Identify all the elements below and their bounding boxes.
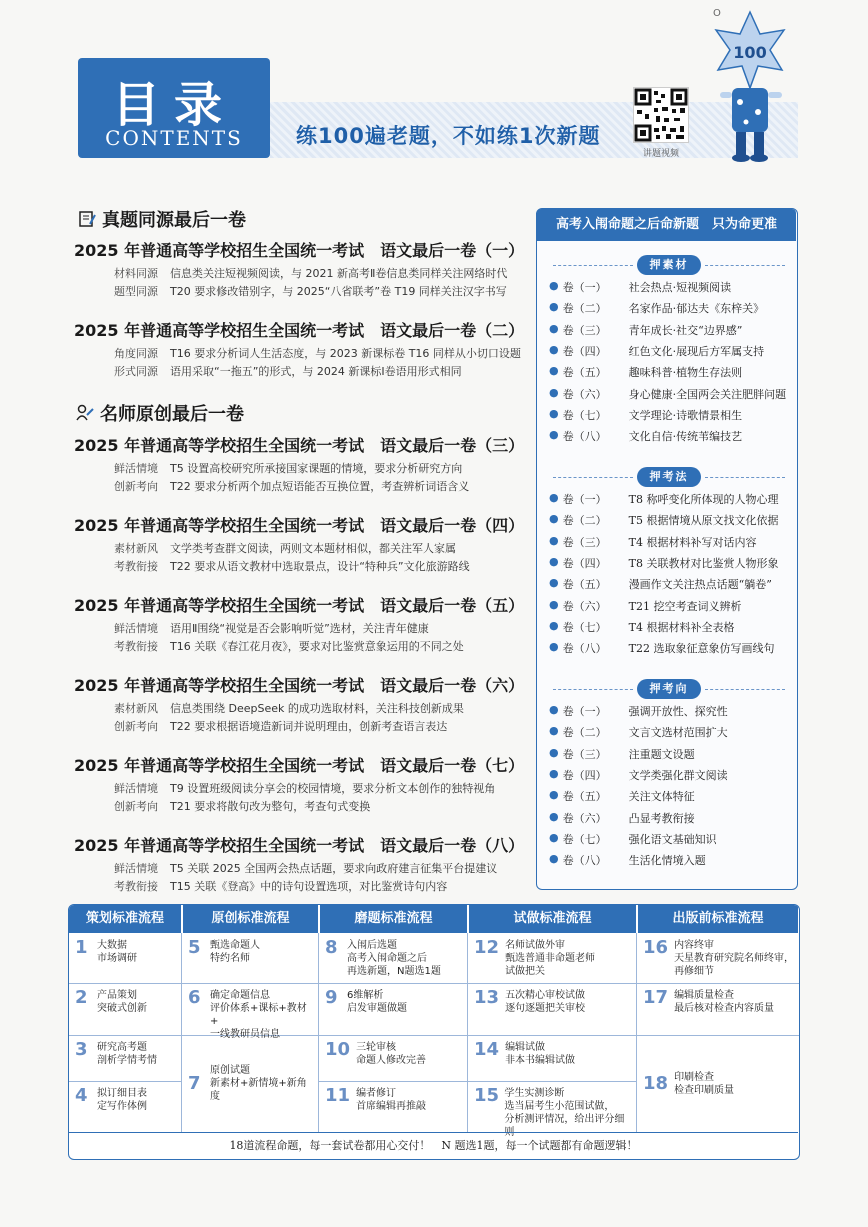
item-text: 注重题文设题 <box>628 747 695 761</box>
page-title: 目录 <box>111 77 236 133</box>
row-label: 题型同源 <box>114 285 158 298</box>
row-text: 语用Ⅱ围绕“视觉是否会影响听觉”选材，关注青年健康 <box>170 622 429 635</box>
row-label: 鲜活情境 <box>114 782 158 795</box>
step-number: 9 <box>325 987 338 1008</box>
step-number: 4 <box>75 1085 88 1106</box>
row-text: 文学类考查群文阅读，两则文本题材相似，都关注军人家属 <box>170 542 456 555</box>
volume-label: 卷（四） <box>562 344 607 358</box>
mascot-label: 100 <box>733 43 767 62</box>
flow-step <box>182 983 319 1040</box>
row-text: T15 关联《登高》中的诗句设置选项，对比鉴赏诗句内容 <box>170 880 448 893</box>
prediction-item <box>549 619 734 635</box>
prediction-item <box>549 279 731 295</box>
prediction-item <box>549 640 774 656</box>
volume-label: 卷（一） <box>562 705 607 718</box>
row-label: 材料同源 <box>114 267 158 280</box>
volume-label: 卷（三） <box>562 747 607 761</box>
step-number: 1 <box>75 937 88 958</box>
flow-step <box>319 983 468 1035</box>
exam-title: 2025 年普通高等学校招生全国统一考试 语文最后一卷（三） <box>74 436 525 455</box>
prediction-item <box>549 576 772 592</box>
bullet-icon: ● <box>549 724 559 738</box>
item-text: 趣味科普·植物生存法则 <box>628 366 743 380</box>
exam-entry[interactable] <box>74 593 524 656</box>
row-label: 素材新风 <box>114 702 158 715</box>
flow-step <box>182 1035 319 1132</box>
item-text: 文言文选材范围扩大 <box>628 726 728 740</box>
prediction-item <box>549 512 778 528</box>
flow-header: 策划标准流程 <box>69 905 181 933</box>
exam-title: 2025 年普通高等学校招生全国统一考试 语文最后一卷（八） <box>74 836 525 855</box>
tag-methods: 押考法 <box>637 467 701 487</box>
volume-label: 卷（五） <box>562 366 607 380</box>
page-mark: O <box>713 8 721 19</box>
bullet-icon: ● <box>549 406 559 420</box>
item-text: 身心健康·全国两会关注肥胖问题 <box>628 387 787 401</box>
step-number: 12 <box>474 937 500 958</box>
flow-step <box>319 1035 468 1081</box>
bullet-icon: ● <box>549 597 559 611</box>
bullet-icon: ● <box>549 321 559 335</box>
item-text: 文学理论·诗歌情景相生 <box>628 408 743 422</box>
row-label: 鲜活情境 <box>114 622 158 635</box>
row-text: T5 关联 2025 全国两会热点话题，要求向政府建言征集平台提建议 <box>170 862 498 875</box>
bullet-icon: ● <box>549 428 559 442</box>
row-text: 信息类围绕 DeepSeek 的成功选取材料，关注科技创新成果 <box>170 702 464 715</box>
flow-step <box>69 983 182 1035</box>
flow-step <box>468 1081 637 1138</box>
row-label: 鲜活情境 <box>114 462 158 475</box>
item-text: T21 挖空考查词义辨析 <box>628 599 742 613</box>
bullet-icon: ● <box>549 745 559 759</box>
flow-header: 原创标准流程 <box>182 905 318 933</box>
step-number: 18 <box>643 1072 669 1094</box>
section-title-2 <box>76 400 244 426</box>
row-label: 鲜活情境 <box>114 862 158 875</box>
item-text: T22 选取象征意象仿写画线句 <box>628 642 775 656</box>
row-text: T16 要求分析词人生活态度，与 2023 新课标卷 T16 同样从小切口设题 <box>170 347 521 360</box>
item-text: 强化语文基础知识 <box>628 832 717 846</box>
bullet-icon: ● <box>549 385 559 399</box>
tag-directions: 押考向 <box>637 679 701 699</box>
prediction-item <box>549 386 786 402</box>
exam-entry[interactable] <box>74 673 524 736</box>
bullet-icon: ● <box>549 576 559 590</box>
step-text: 三轮审核 命题人修改完善 <box>356 1042 427 1066</box>
bullet-icon: ● <box>549 533 559 547</box>
item-text: 生活化情境入题 <box>628 854 706 868</box>
row-text: T22 要求根据语境造新词并说明理由，创新考查语言表达 <box>170 720 448 733</box>
row-text: T22 要求从语文教材中选取景点，设计“特种兵”文化旅游路线 <box>170 560 470 573</box>
item-text: 名家作品·郁达夫《东梓关》 <box>628 302 765 316</box>
row-label: 考教衔接 <box>114 560 158 573</box>
step-number: 17 <box>643 987 669 1008</box>
row-text: T21 要求将散句改为整句，考查句式变换 <box>170 800 371 813</box>
step-number: 8 <box>325 937 338 958</box>
volume-label: 卷（八） <box>562 854 607 868</box>
exam-title: 2025 年普通高等学校招生全国统一考试 语文最后一卷（二） <box>74 321 525 340</box>
volume-label: 卷（一） <box>562 493 607 506</box>
prediction-item <box>549 322 742 338</box>
volume-label: 卷（三） <box>562 323 607 337</box>
volume-label: 卷（八） <box>562 642 607 656</box>
step-number: 13 <box>474 987 500 1008</box>
exam-title: 2025 年普通高等学校招生全国统一考试 语文最后一卷（六） <box>74 676 525 695</box>
flow-step <box>637 983 800 1035</box>
bullet-icon: ● <box>549 640 559 654</box>
item-text: 红色文化·展现后方军属支持 <box>628 344 765 358</box>
exam-entry[interactable] <box>74 833 524 896</box>
item-text: T8 关联教材对比鉴赏人物形象 <box>628 556 779 570</box>
item-text: 社会热点·短视频阅读 <box>628 281 732 294</box>
volume-label: 卷（二） <box>562 302 607 316</box>
row-text: 信息类关注短视频阅读，与 2021 新高考Ⅱ卷信息类同样关注网络时代 <box>170 267 508 280</box>
step-text: 产品策划 突破式创新 <box>97 990 147 1014</box>
bullet-icon: ● <box>549 766 559 780</box>
row-label: 创新考向 <box>114 480 158 493</box>
prediction-panel <box>536 208 798 890</box>
step-number: 10 <box>325 1039 351 1060</box>
row-text: T5 设置高校研究所承接国家课题的情境，要求分析研究方向 <box>170 462 463 475</box>
flow-step <box>468 933 637 983</box>
volume-label: 卷（四） <box>562 768 607 782</box>
volume-label: 卷（二） <box>562 514 607 528</box>
step-text: 编者修订 首席编辑再推敲 <box>356 1088 427 1112</box>
row-label: 素材新风 <box>114 542 158 555</box>
volume-label: 卷（六） <box>562 811 607 825</box>
section-title-1 <box>78 206 246 232</box>
flow-header: 磨题标准流程 <box>319 905 467 933</box>
prediction-item <box>549 831 717 847</box>
prediction-item <box>549 491 778 507</box>
item-text: 关注文体特征 <box>628 790 695 804</box>
row-text: T9 设置班级阅读分享会的校园情境，要求分析文本创作的独特视角 <box>170 782 496 795</box>
item-text: 漫画作文关注热点话题“躺卷” <box>628 578 772 592</box>
flow-step <box>468 983 637 1035</box>
flow-step <box>69 1035 182 1081</box>
prediction-item <box>549 767 728 783</box>
step-text: 名师试做外审 甄选普通非命题老师 试做把关 <box>505 940 596 977</box>
flow-header: 出版前标准流程 <box>637 905 798 933</box>
exam-entry[interactable] <box>74 318 524 381</box>
flow-step <box>637 933 800 983</box>
bullet-icon: ● <box>549 300 559 314</box>
step-text: 入闱后选题 高考入闱命题之后 再选新题，N题选1题 <box>347 940 441 977</box>
flow-footer: 18道流程命题，每一套试卷都用心交付！ N 题选1题，每一个试题都有命题逻辑！ <box>69 1132 798 1158</box>
step-text: 原创试题 新素材+新情境+新角度 <box>210 1065 307 1102</box>
volume-label: 卷（六） <box>562 599 607 613</box>
item-text: T4 根据材料补写对话内容 <box>628 535 757 549</box>
item-text: T8 称呼变化所体现的人物心理 <box>628 493 779 506</box>
item-text: 凸显考教衔接 <box>628 811 695 825</box>
step-text: 6维解析 启发审题做题 <box>347 990 407 1014</box>
slogan: 练100遍老题，不如练1次新题 <box>296 124 601 148</box>
pencil-note-icon <box>78 210 96 228</box>
step-text: 确定命题信息 评价体系+课标+教材+ 一线教研员信息 <box>210 990 307 1040</box>
bullet-icon: ● <box>549 809 559 823</box>
volume-label: 卷（八） <box>562 430 607 444</box>
bullet-icon: ● <box>549 618 559 632</box>
flow-step <box>319 933 468 983</box>
step-text: 大数据 市场调研 <box>97 940 137 964</box>
step-text: 研究高考题 剖析学情考情 <box>97 1042 157 1066</box>
step-number: 5 <box>188 937 201 958</box>
prediction-item <box>549 852 706 868</box>
step-text: 甄选命题人 特约名师 <box>210 940 260 964</box>
prediction-item <box>549 788 695 804</box>
step-number: 16 <box>643 937 669 958</box>
step-number: 14 <box>474 1039 500 1060</box>
bullet-icon: ● <box>549 491 559 504</box>
qr-label: 讲题视频 <box>642 149 679 159</box>
row-text: T20 要求修改错别字，与 2025“八省联考”卷 T19 同样关注汉字书写 <box>170 285 507 298</box>
volume-label: 卷（七） <box>562 832 607 846</box>
flow-step <box>468 1035 637 1081</box>
prediction-item <box>549 724 728 740</box>
prediction-item <box>549 746 695 762</box>
flow-step <box>319 1081 468 1132</box>
row-label: 考教衔接 <box>114 640 158 653</box>
bullet-icon: ● <box>549 554 559 568</box>
volume-label: 卷（一） <box>562 281 607 294</box>
step-number: 15 <box>474 1085 500 1106</box>
item-text: 强调开放性、探究性 <box>628 705 728 718</box>
prediction-item <box>549 300 764 316</box>
step-number: 3 <box>75 1039 88 1060</box>
qr-code-icon[interactable] <box>633 87 689 143</box>
volume-label: 卷（七） <box>562 620 607 634</box>
item-text: 青年成长·社交“边界感” <box>628 323 743 337</box>
exam-title: 2025 年普通高等学校招生全国统一考试 语文最后一卷（五） <box>74 596 525 615</box>
exam-title: 2025 年普通高等学校招生全国统一考试 语文最后一卷（一） <box>74 241 525 260</box>
prediction-item <box>549 428 742 444</box>
prediction-item <box>549 534 756 550</box>
row-label: 创新考向 <box>114 800 158 813</box>
row-label: 创新考向 <box>114 720 158 733</box>
exam-entry[interactable] <box>74 753 524 816</box>
tag-materials: 押素材 <box>637 255 701 275</box>
step-text: 编辑试做 非本书编辑试做 <box>505 1042 576 1066</box>
section-title-text: 真题同源最后一卷 <box>102 210 246 231</box>
row-label: 角度同源 <box>114 347 158 360</box>
bullet-icon: ● <box>549 364 559 378</box>
teacher-icon <box>76 404 94 422</box>
item-text: T5 根据情境从原文找文化依据 <box>628 514 779 528</box>
row-text: 语用采取“一拖五”的形式，与 2024 新课标Ⅰ卷语用形式相同 <box>170 365 462 378</box>
exam-title: 2025 年普通高等学校招生全国统一考试 语文最后一卷（四） <box>74 516 525 535</box>
step-number: 7 <box>188 1072 201 1094</box>
process-flow <box>68 904 800 1160</box>
row-text: T16 关联《春江花月夜》，要求对比鉴赏意象运用的不同之处 <box>170 640 464 653</box>
flow-step <box>69 1081 182 1132</box>
title-box <box>78 58 270 158</box>
bullet-icon: ● <box>549 342 559 356</box>
row-label: 形式同源 <box>114 365 158 378</box>
bullet-icon: ● <box>549 279 559 292</box>
bullet-icon: ● <box>549 852 559 866</box>
prediction-item <box>549 598 741 614</box>
step-text: 印刷检查 检查印刷质量 <box>674 1071 735 1096</box>
step-text: 学生实测诊断 选当届考生小范围试做， 分析测评情况，给出评分细则 <box>504 1088 625 1138</box>
section-title-text: 名师原创最后一卷 <box>100 404 244 425</box>
volume-label: 卷（七） <box>562 408 607 422</box>
flow-step <box>637 1035 800 1132</box>
prediction-item <box>549 364 742 380</box>
prediction-item <box>549 343 764 359</box>
panel-header: 高考入闱命题之后命新题 只为命更准 <box>537 209 796 241</box>
flow-step <box>69 933 182 983</box>
step-number: 2 <box>75 987 88 1008</box>
step-text: 五次精心审校试做 逐句逐题把关审校 <box>505 990 586 1014</box>
volume-label: 卷（三） <box>562 535 607 549</box>
page-title-en: CONTENTS <box>105 126 243 150</box>
prediction-item <box>549 555 778 571</box>
step-number: 11 <box>325 1085 351 1106</box>
volume-label: 卷（六） <box>562 387 607 401</box>
volume-label: 卷（二） <box>562 726 607 740</box>
exam-entry[interactable] <box>74 238 524 301</box>
flow-step <box>182 933 319 983</box>
step-text: 编辑质量检查 最后核对检查内容质量 <box>674 990 775 1014</box>
exam-entry[interactable] <box>74 433 524 496</box>
exam-title: 2025 年普通高等学校招生全国统一考试 语文最后一卷（七） <box>74 756 525 775</box>
volume-label: 卷（五） <box>562 790 607 804</box>
item-text: T4 根据材料补全表格 <box>628 620 735 634</box>
row-label: 考教衔接 <box>114 880 158 893</box>
bullet-icon: ● <box>549 830 559 844</box>
bullet-icon: ● <box>549 703 559 716</box>
mascot-icon <box>700 8 800 164</box>
exam-entry[interactable] <box>74 513 524 576</box>
flow-header: 试做标准流程 <box>468 905 636 933</box>
step-number: 6 <box>188 987 201 1008</box>
step-text: 拟订细目表 定写作体例 <box>97 1088 147 1112</box>
step-text: 内容终审 天星教育研究院名师终审， 再修细节 <box>674 940 795 977</box>
row-text: T22 要求分析两个加点短语能否互换位置，考查辨析词语含义 <box>170 480 470 493</box>
item-text: 文学类强化群文阅读 <box>628 768 728 782</box>
prediction-item <box>549 407 742 423</box>
bullet-icon: ● <box>549 512 559 526</box>
item-text: 文化自信·传统苇编技艺 <box>628 430 743 444</box>
prediction-item <box>549 810 695 826</box>
volume-label: 卷（五） <box>562 578 607 592</box>
bullet-icon: ● <box>549 788 559 802</box>
volume-label: 卷（四） <box>562 556 607 570</box>
prediction-item <box>549 703 728 719</box>
